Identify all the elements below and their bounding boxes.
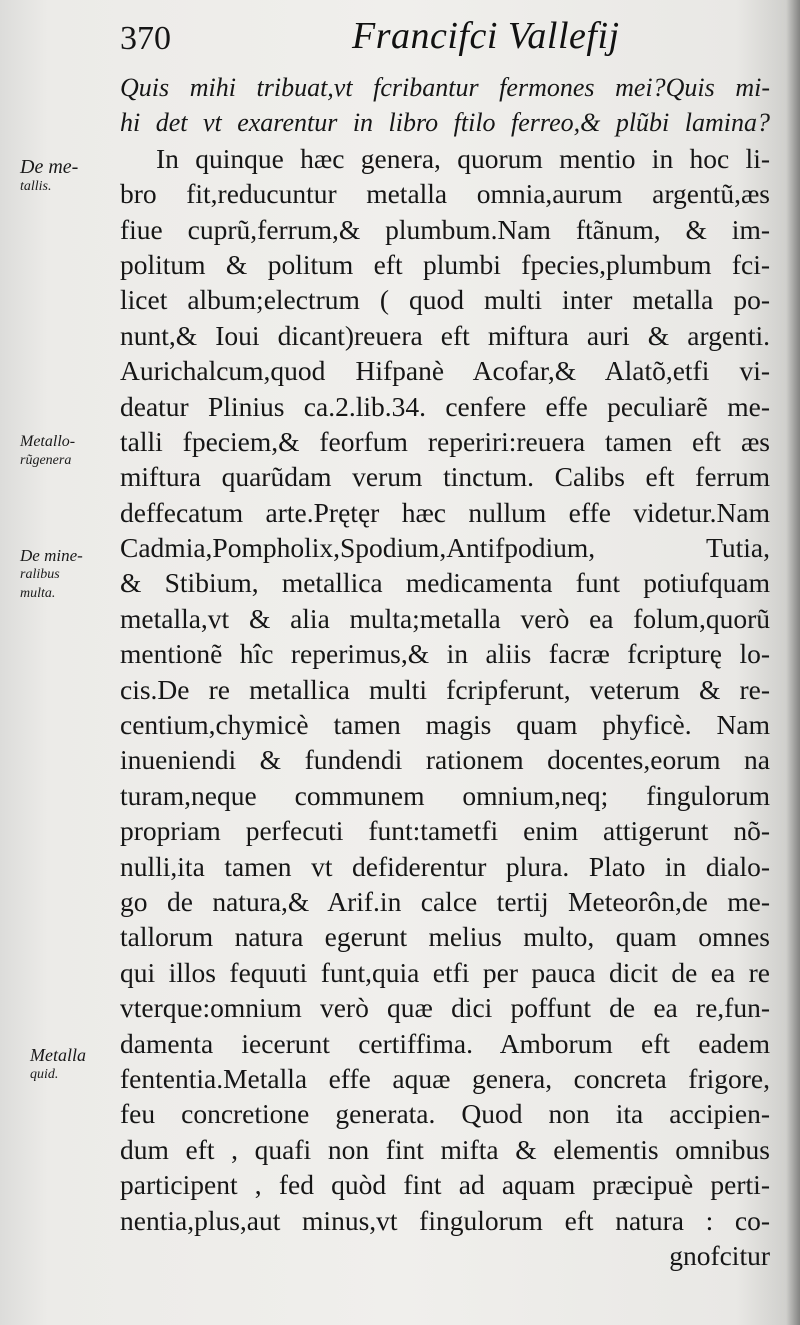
text-line: nulli,ita tamen vt defiderentur plura. Plato in dialo- <box>120 850 770 882</box>
marginal-line: Metallo- <box>20 433 76 450</box>
text-line: propriam perfecuti funt:tametfi enim attigerunt nõ- <box>120 815 770 847</box>
text-line: vterque:omnium verò quæ dici poffunt de ea re,fun- <box>120 992 770 1024</box>
text-line: licet album;electrum ( quod multi inter metalla po- <box>120 284 770 316</box>
catchword: gnofcitur <box>669 1239 770 1271</box>
text-line: bro fit,reducuntur metalla omnia,aurum argentũ,æs <box>120 178 770 210</box>
marginal-line: De mine- <box>20 546 83 565</box>
text-line: talli fpeciem,& feorfum reperiri:reuera tamen eft æs <box>120 425 770 457</box>
running-head: Francifci Vallefij <box>352 15 620 57</box>
text-line: mentionẽ hîc reperimus,& in aliis facræ fcripturę lo- <box>120 638 770 670</box>
text-line: Aurichalcum,quod Hifpanè Acofar,& Alatõ,etfi vi- <box>120 355 770 387</box>
text-line: Quis mihi tribuat,vt fcribantur fermones mei?Quis mi- <box>120 73 770 102</box>
text-line: damenta iecerunt certiffima. Amborum eft eadem <box>120 1027 770 1059</box>
text-line: turam,neque communem omnium,neq; fingulorum <box>120 779 770 811</box>
marginal-note-metallorum-genera <box>20 432 75 470</box>
text-line: miftura quarũdam verum tinctum. Calibs eft ferrum <box>120 461 770 493</box>
text-line: participent , fed quòd fint ad aquam præcipuè perti- <box>120 1169 770 1201</box>
text-line: & Stibium, metallica medicamenta funt potiufquam <box>120 567 770 599</box>
marginal-note-metalla-quid <box>30 1046 86 1084</box>
text-line: qui illos fequuti funt,quia etfi per pauca dicit de ea re <box>120 956 770 988</box>
text-line: metalla,vt & alia multa;metalla verò ea folum,quorũ <box>120 602 770 634</box>
marginal-note-de-mineralibus <box>20 546 83 603</box>
text-line: politum & politum eft plumbi fpecies,plumbum fci- <box>120 248 770 280</box>
text-line: fententia.Metalla effe aquæ genera, concreta frigore, <box>120 1062 770 1094</box>
text-line: centium,chymicè tamen magis quam phyficè. Nam <box>120 709 770 741</box>
text-line: fiue cuprũ,ferrum,& plumbum.Nam ftãnum, & im- <box>120 213 770 245</box>
text-line: hi det vt exarentur in libro ftilo ferreo,& plũbi lamina? <box>120 108 770 138</box>
marginal-line: quid. <box>30 1067 59 1082</box>
marginal-line: ralibus <box>20 567 60 582</box>
page-number: 370 <box>120 20 171 57</box>
text-line: In quinque hæc genera, quorum mentio in hoc li- <box>156 142 770 174</box>
marginal-line: tallis. <box>20 179 52 194</box>
text-line: dum eft , quafi non fint mifta & elementis omnibus <box>120 1133 770 1165</box>
text-line: deffecatum arte.Prętęr hæc nullum effe videtur.Nam <box>120 496 770 528</box>
text-line: nentia,plus,aut minus,vt fingulorum eft natura : co- <box>120 1204 770 1236</box>
marginal-line: multa. <box>20 586 56 601</box>
body-text <box>120 70 770 1273</box>
marginal-line: De me- <box>20 156 79 178</box>
marginal-line: rũgenera <box>20 453 72 468</box>
text-line: cis.De re metallica multi fcripferunt, veterum & re- <box>120 673 770 705</box>
marginal-line: Metalla <box>30 1045 86 1065</box>
text-line: inueniendi & fundendi rationem docentes,eorum na <box>120 744 770 776</box>
page-header <box>0 14 800 70</box>
text-line: Cadmia,Pompholix,Spodium,Antifpodium, Tutia, <box>120 532 770 564</box>
text-line: feu concretione generata. Quod non ita accipien- <box>120 1098 770 1130</box>
page-edge-shadow <box>786 0 800 1325</box>
text-line: nunt,& Ioui dicant)reuera eft miftura auri & argenti. <box>120 319 770 351</box>
marginal-note-de-metallis <box>20 158 78 196</box>
text-line: go de natura,& Arif.in calce tertij Meteorôn,de me- <box>120 885 770 917</box>
text-line: tallorum natura egerunt melius multo, quam omnes <box>120 921 770 953</box>
text-line: deatur Plinius ca.2.lib.34. cenfere effe peculiarẽ me- <box>120 390 770 422</box>
